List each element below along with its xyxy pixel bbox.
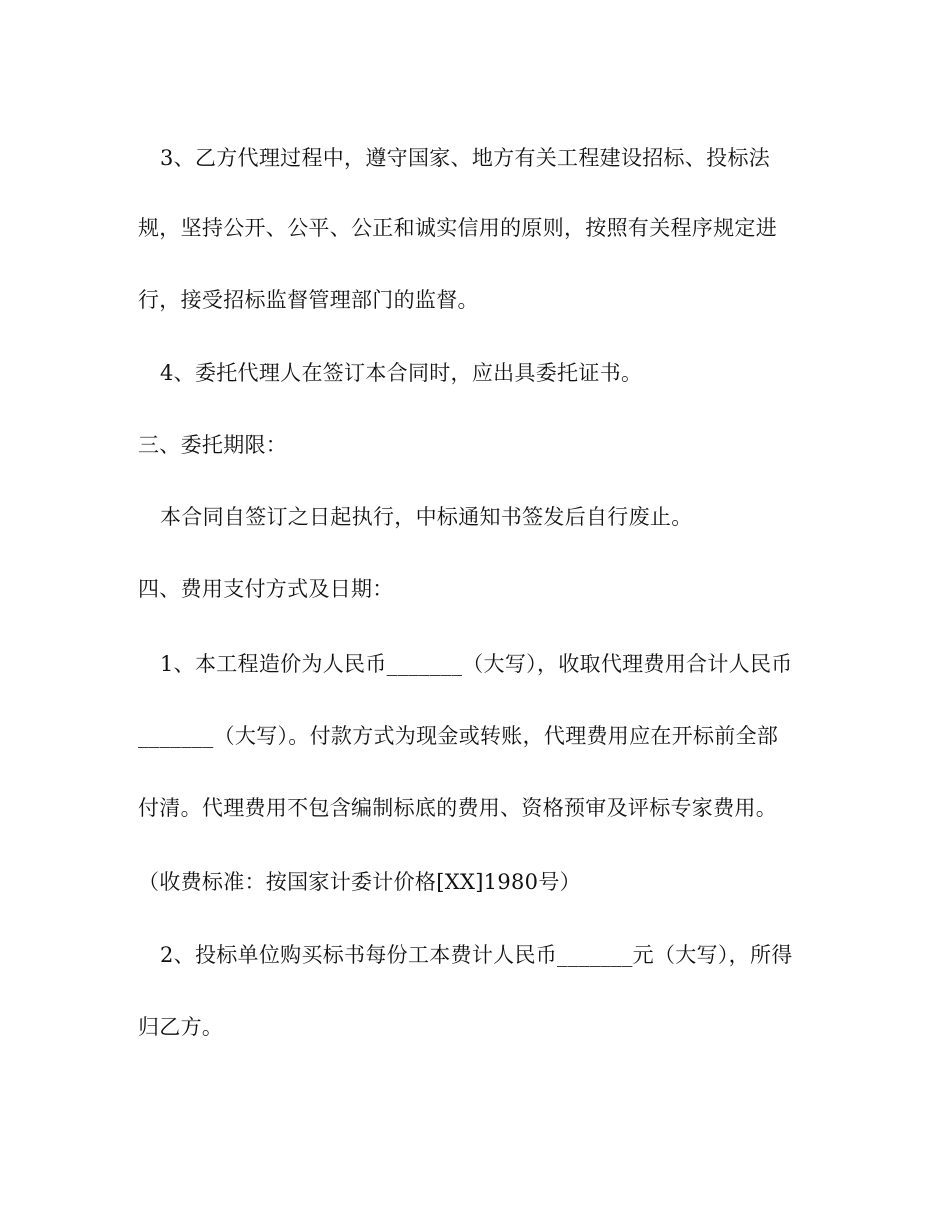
fee-paragraph-2-line-2: 归乙方。 [138, 1015, 224, 1039]
paragraph-4: 4、委托代理人在签订本合同时，应出具委托证书。 [160, 361, 643, 385]
fee-paragraph-1-line-2: _______（大写）。付款方式为现金或转账，代理费用应在开标前全部 [138, 724, 779, 748]
fee-paragraph-1-line-1: 1、本工程造价为人民币_______（大写），收取代理费用合计人民币 [160, 652, 793, 676]
fee-standard-note: （收费标准：按国家计委计价格[XX]1980号） [138, 870, 581, 894]
fee-paragraph-2-line-1: 2、投标单位购买标书每份工本费计人民币_______元（大写），所得 [160, 943, 793, 967]
section-heading-3: 三、委托期限： [138, 433, 288, 457]
fee-paragraph-1-line-3: 付清。代理费用不包含编制标底的费用、资格预审及评标专家费用。 [138, 796, 777, 820]
paragraph-3-line-1: 3、乙方代理过程中，遵守国家、地方有关工程建设招标、投标法 [160, 146, 771, 170]
section-heading-4: 四、费用支付方式及日期： [138, 577, 394, 601]
paragraph-3-line-2: 规，坚持公开、公平、公正和诚实信用的原则，按照有关程序规定进 [138, 216, 777, 240]
paragraph-3-line-3: 行，接受招标监督管理部门的监督。 [138, 288, 479, 312]
term-paragraph: 本合同自签订之日起执行，中标通知书签发后自行废止。 [160, 505, 693, 529]
